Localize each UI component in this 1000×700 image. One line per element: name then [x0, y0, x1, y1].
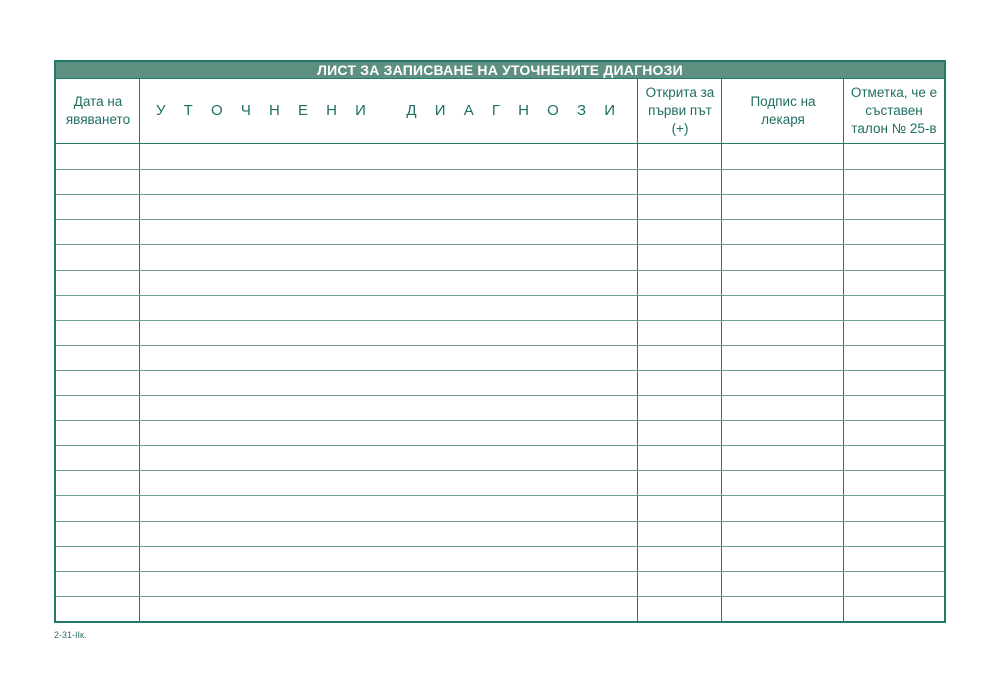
table-row-line [56, 571, 944, 572]
column-divider [637, 79, 638, 621]
column-header-diagnoses [140, 79, 638, 143]
table-row-line [56, 244, 944, 245]
table-row-line [56, 370, 944, 371]
table-row-line [56, 521, 944, 522]
column-divider [721, 79, 722, 621]
header-row [56, 79, 944, 144]
table-row-line [56, 420, 944, 421]
table-row-line [56, 546, 944, 547]
table-row-line [56, 270, 944, 271]
table-row-line [56, 219, 944, 220]
column-header-date-label: Дата на явяването [65, 94, 131, 127]
table-row-line [56, 470, 944, 471]
diagnoses-form [54, 60, 946, 623]
column-header-note [844, 79, 944, 143]
column-header-note-label: Отметка, че е съставен талон № 25-в [850, 85, 938, 136]
form-code: 2-31-IIк. [54, 630, 87, 640]
column-header-first-time-label: Открита за първи път (+) [645, 85, 715, 136]
column-header-signature-label: Подпис на лекаря [750, 94, 816, 127]
column-divider [843, 79, 844, 621]
table-row-line [56, 445, 944, 446]
table-row-line [56, 596, 944, 597]
table-row-line [56, 495, 944, 496]
column-header-signature [722, 79, 844, 143]
column-header-first-time [638, 79, 722, 143]
column-header-diagnoses-label: У Т О Ч Н Е Н И Д И А Г Н О З И [155, 102, 623, 119]
table-row-line [56, 395, 944, 396]
column-divider [139, 79, 140, 621]
table-row-line [56, 345, 944, 346]
table-row-line [56, 194, 944, 195]
form-title: ЛИСТ ЗА ЗАПИСВАНЕ НА УТОЧНЕНИТЕ ДИАГНОЗИ [56, 62, 944, 79]
table-row-line [56, 295, 944, 296]
table-row-line [56, 320, 944, 321]
column-header-date [56, 79, 140, 143]
table-row-line [56, 169, 944, 170]
